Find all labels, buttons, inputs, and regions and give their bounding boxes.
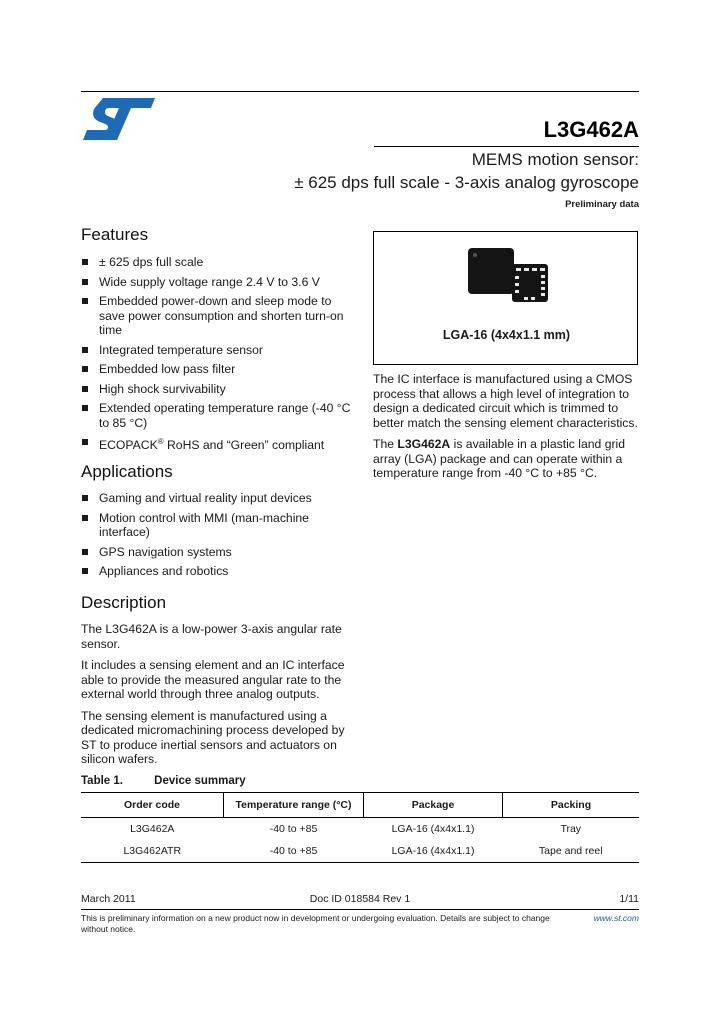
table-cell: Tray	[560, 823, 582, 835]
list-item: Gaming and virtual reality input devices	[81, 491, 351, 506]
part-number: L3G462A	[543, 117, 639, 142]
table-cell: Tape and reel	[503, 840, 640, 863]
applications-list	[81, 491, 351, 584]
column-header: Temperature range (°C)	[224, 793, 364, 818]
bullet-icon	[82, 386, 88, 392]
preliminary-data: Preliminary data	[565, 199, 639, 210]
table-row	[81, 818, 639, 841]
table-label: Table 1.	[81, 775, 123, 787]
table-caption	[81, 775, 246, 787]
interface-paragraph: The IC interface is manufactured using a CMOS process that allows a high level of integration to design a dedicated circuit which is trimmed to better match the sensing element characteristics.	[373, 372, 638, 430]
bullet-icon	[82, 439, 88, 445]
bullet-icon	[82, 568, 88, 574]
table-cell: L3G462A	[130, 823, 175, 835]
bullet-icon	[82, 366, 88, 372]
list-item: Embedded low pass filter	[81, 362, 351, 377]
description-paragraph: The L3G462A is a low-power 3-axis angular rate sensor.	[81, 622, 342, 651]
bullet-icon	[82, 495, 88, 501]
list-item: ECOPACK® RoHS and “Green” compliant	[81, 435, 351, 453]
bullet-icon	[82, 405, 88, 411]
table-title: Device summary	[154, 775, 246, 787]
bullet-icon	[82, 549, 88, 555]
footer-notice: This is preliminary information on a new product now in development or undergoing evaluation. Details are subject to change without notice.	[81, 913, 550, 934]
list-item: ± 625 dps full scale	[81, 255, 351, 270]
footer-page-number: 1/11	[619, 893, 639, 905]
bullet-icon	[82, 259, 88, 265]
title-rule	[374, 146, 639, 147]
column-header: Package	[364, 793, 503, 818]
device-summary-table	[81, 792, 639, 863]
table-row	[81, 840, 639, 863]
st-logo	[81, 96, 157, 142]
table-cell: -40 to +85	[269, 823, 318, 835]
list-item: GPS navigation systems	[81, 545, 351, 560]
top-rule	[81, 91, 639, 92]
footer-rule	[81, 909, 639, 910]
list-item: Extended operating temperature range (-40 °C to 85 °C)	[81, 401, 351, 430]
title-line1: MEMS motion sensor:	[471, 150, 639, 169]
bullet-icon	[82, 298, 88, 304]
bullet-icon	[82, 347, 88, 353]
list-item: Wide supply voltage range 2.4 V to 3.6 V	[81, 275, 351, 290]
table-cell: LGA-16 (4x4x1.1)	[364, 840, 503, 863]
package-caption: LGA-16 (4x4x1.1 mm)	[442, 328, 571, 342]
right-column-text	[373, 372, 639, 488]
list-item: Motion control with MMI (man-machine interface)	[81, 511, 351, 540]
website-link[interactable]: www.st.com	[593, 913, 639, 923]
bullet-icon	[82, 515, 88, 521]
list-item: Appliances and robotics	[81, 564, 351, 579]
column-header: Order code	[81, 793, 224, 818]
table-cell: LGA-16 (4x4x1.1)	[391, 823, 475, 835]
table-cell: -40 to +85	[224, 840, 364, 863]
description-heading: Description	[81, 593, 167, 612]
features-heading: Features	[81, 225, 149, 244]
list-item: Embedded power-down and sleep mode to save power consumption and shorten turn-on time	[81, 294, 351, 338]
package-figure-box	[373, 231, 638, 365]
availability-paragraph: The L3G462A is available in a plastic land grid array (LGA) package and can operate within a temperature range from -40 °C to +85 °C.	[373, 437, 626, 480]
bullet-icon	[82, 279, 88, 285]
footer-doc-id: Doc ID 018584 Rev 1	[309, 893, 411, 905]
table-header-row	[81, 793, 639, 818]
list-item: High shock survivability	[81, 382, 351, 397]
lga-package-image	[466, 246, 552, 304]
column-header: Packing	[503, 793, 640, 818]
footer-date: March 2011	[81, 893, 136, 905]
title-line2: ± 625 dps full scale - 3-axis analog gyroscope	[294, 173, 639, 192]
description-paragraph: It includes a sensing element and an IC interface able to provide the measured angular rate to the external world through three analog outputs.	[81, 658, 345, 701]
table-cell: L3G462ATR	[81, 840, 224, 863]
list-item: Integrated temperature sensor	[81, 343, 351, 358]
applications-heading: Applications	[81, 462, 173, 481]
description-body	[81, 622, 349, 774]
description-paragraph: The sensing element is manufactured using a dedicated micromachining process developed by ST to produce inertial sensors and actuators on silicon wafers.	[81, 708, 345, 766]
features-list	[81, 255, 351, 458]
